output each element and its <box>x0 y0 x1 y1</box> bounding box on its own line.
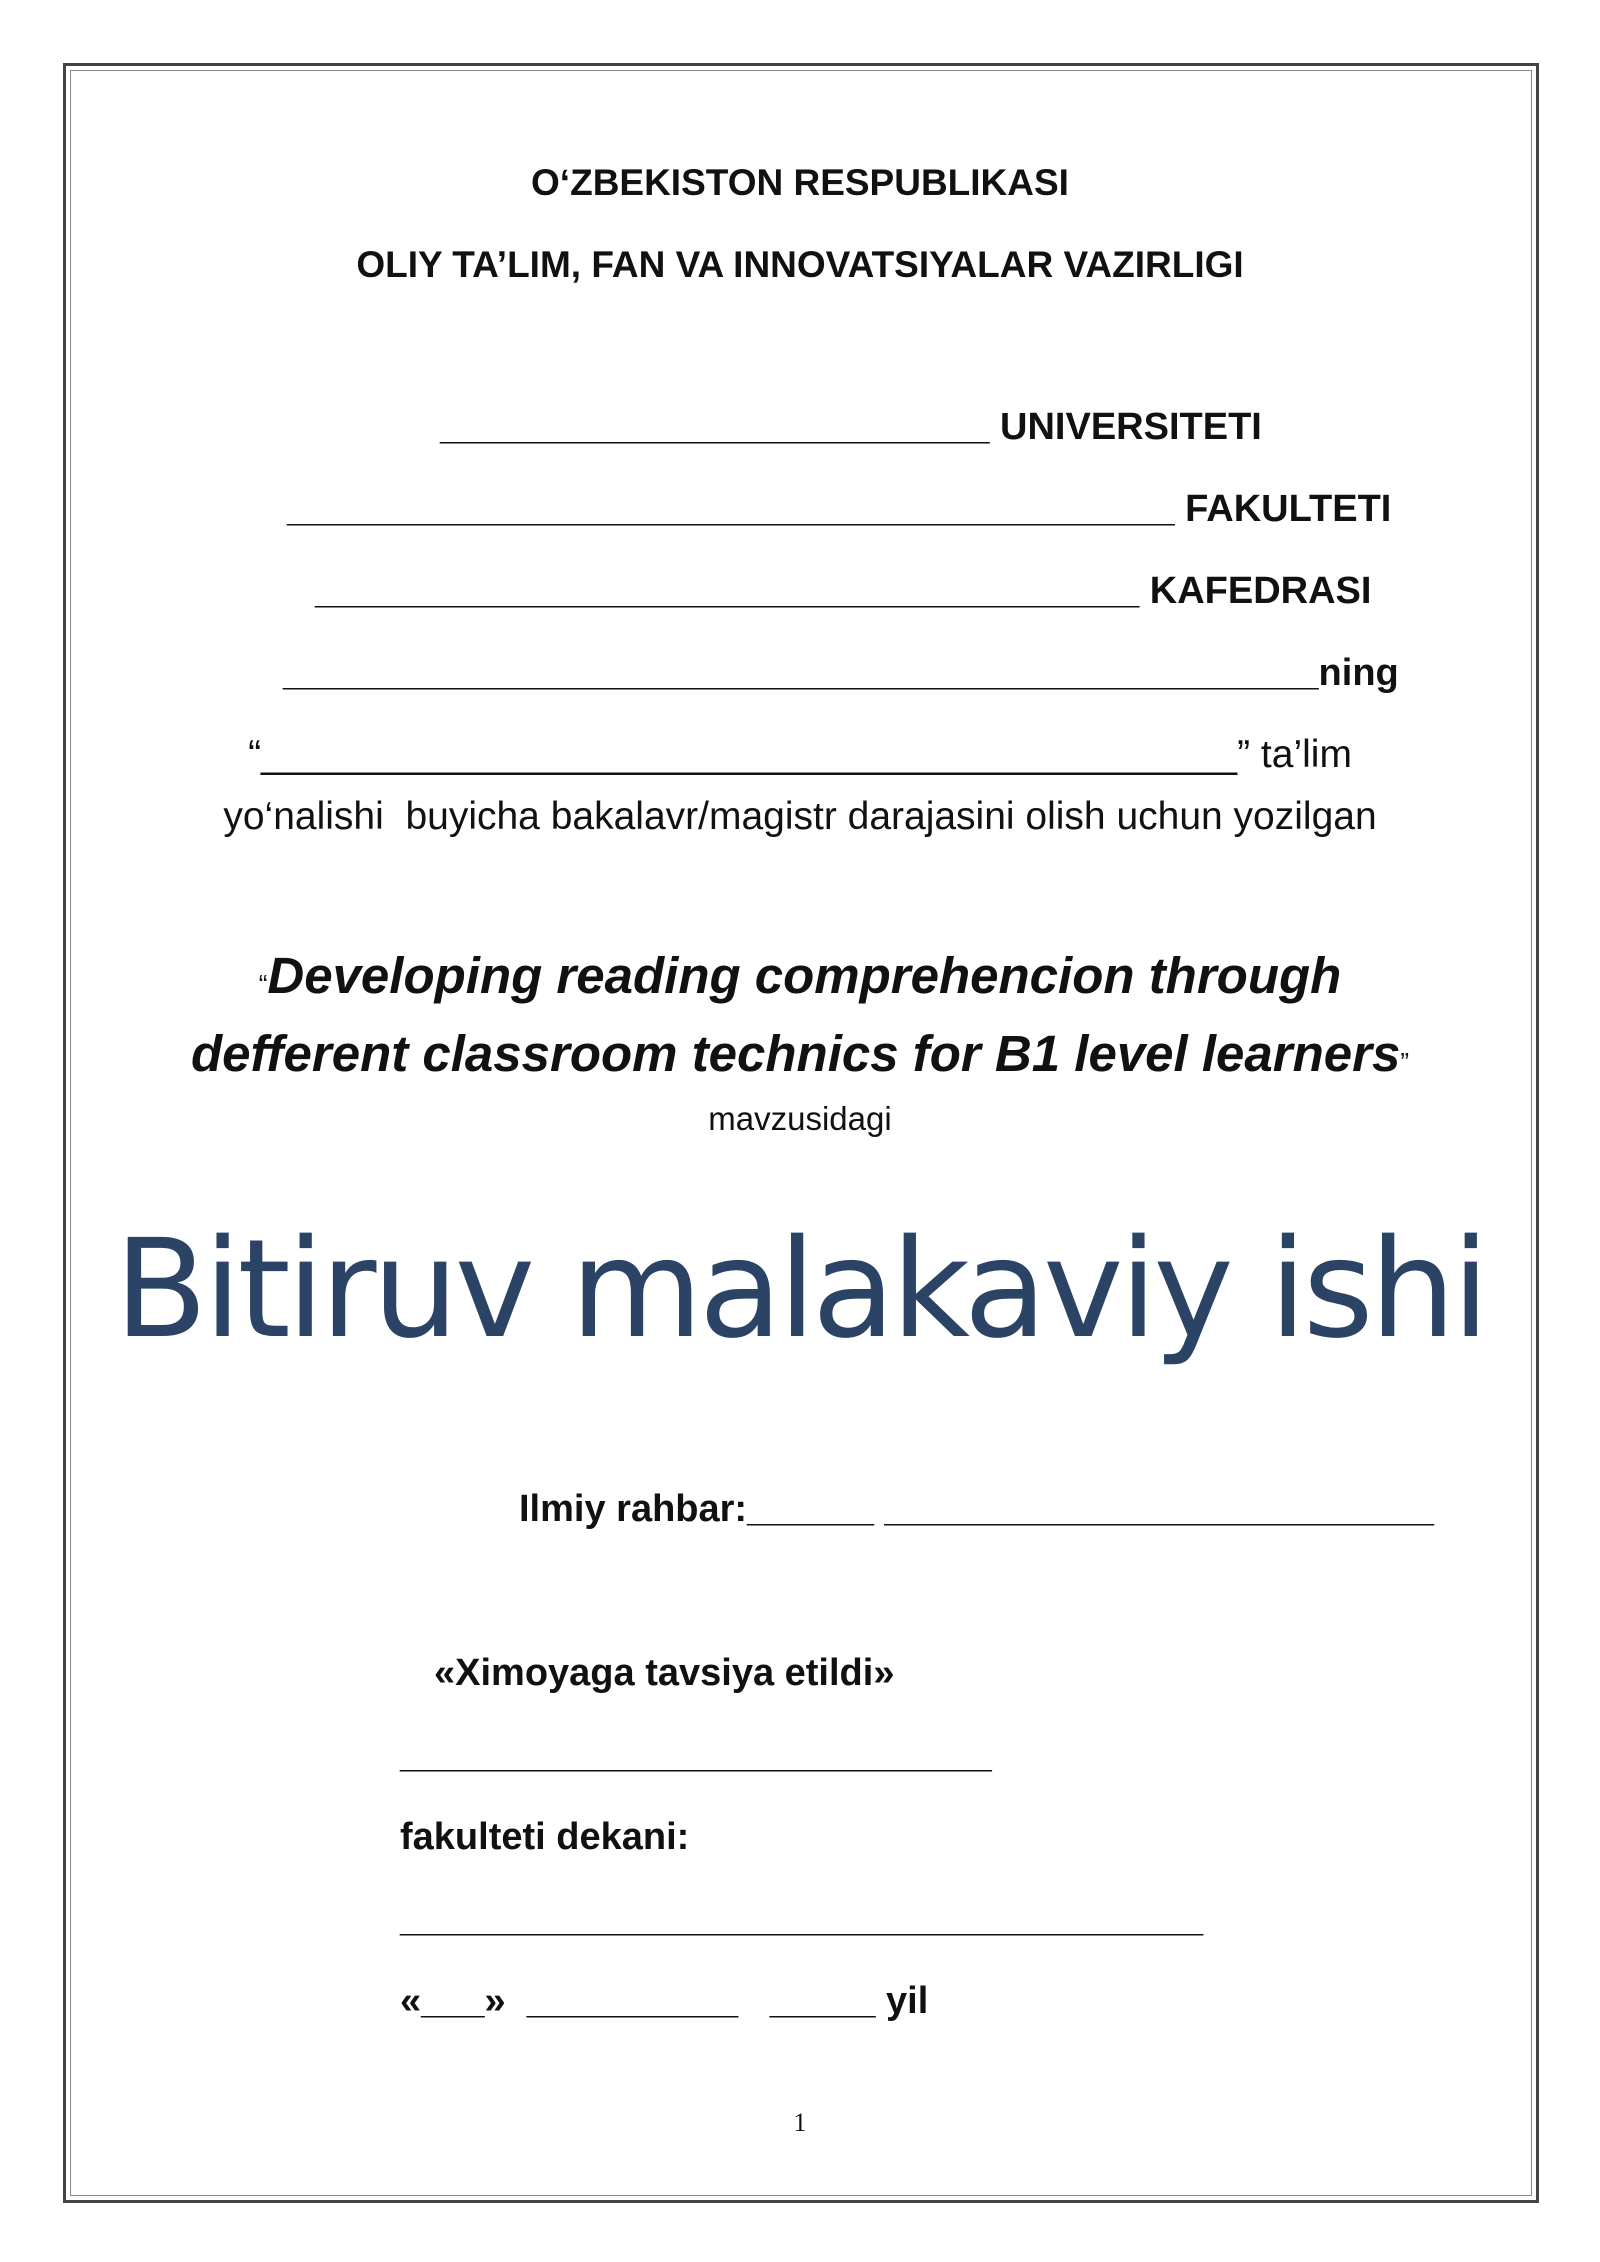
header-country: O‘ZBEKISTON RESPUBLIKASI <box>531 162 1069 203</box>
document-title: Bitiruv malakaviy ishi <box>114 1211 1486 1369</box>
faculty-line: __________________________________________ FAKULTETI <box>287 488 1392 530</box>
theme-suffix: mavzusidagi <box>708 1100 892 1137</box>
student-line: _________________________________________________ning <box>283 652 1399 694</box>
department-line: _______________________________________ KAFEDRASI <box>315 570 1372 612</box>
supervisor-line: Ilmiy rahbar:______ __________________________ <box>519 1488 1434 1530</box>
theme-open-quote: “ <box>258 969 268 999</box>
theme-line-1 <box>0 947 1600 1004</box>
university-line: __________________________ UNIVERSITETI <box>440 406 1262 448</box>
theme-text-2: defferent classroom technics for B1 level learners <box>190 1025 1401 1082</box>
theme-line-2 <box>0 1025 1600 1082</box>
theme-close-quote: ” <box>1400 1047 1410 1077</box>
header-ministry: OLIY TA’LIM, FAN VA INNOVATSIYALAR VAZIRLIGI <box>356 244 1244 285</box>
theme-text-1: Developing reading comprehencion through <box>267 947 1342 1004</box>
dean-blank: ______________________________________ <box>400 1898 1204 1940</box>
direction-line: “_____________________________________________” ta’lim <box>248 733 1352 776</box>
degree-line: yo‘nalishi buyicha bakalavr/magistr darajasini olish uchun yozilgan <box>223 795 1377 838</box>
recommended-blank: ____________________________ <box>400 1734 992 1776</box>
date-line: «___» __________ _____ yil <box>400 1980 929 2022</box>
page-number: 1 <box>793 2108 807 2137</box>
dean-label: fakulteti dekani: <box>400 1816 690 1858</box>
recommended-label: «Ximoyaga tavsiya etildi» <box>434 1652 895 1694</box>
